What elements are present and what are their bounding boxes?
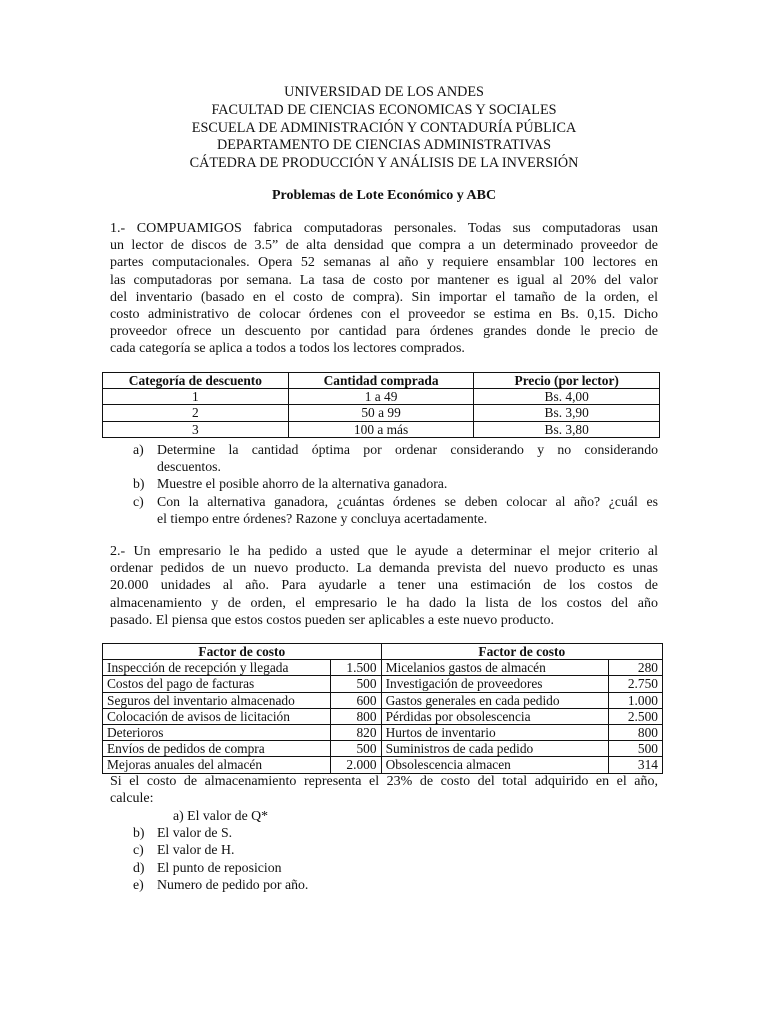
- problem1-questions: [133, 441, 658, 527]
- cost-factor-table: [102, 643, 663, 774]
- problem1-line: proveedor ofrece un descuento por cantidad para órdenes grandes donde le precio de: [110, 324, 658, 340]
- item-label: c): [133, 842, 144, 858]
- cost-value: 1.500: [330, 660, 381, 676]
- problem2-instruction-line: calcule:: [110, 791, 154, 807]
- item-text: el tiempo entre órdenes? Razone y concluya acertadamente.: [157, 510, 488, 526]
- table-header-row: [103, 644, 663, 660]
- item-text: El valor de H.: [157, 842, 235, 858]
- column-header: Precio (por lector): [474, 373, 660, 389]
- table-row: [103, 405, 660, 421]
- cost-value: 2.750: [609, 676, 663, 692]
- problem2-line: almacenamiento y de orden, el empresario le ha dado la lista de los costos del año: [110, 595, 658, 611]
- table-cell: 3: [103, 421, 289, 437]
- cost-label: Inspección de recepción y llegada: [103, 660, 331, 676]
- list-item: [133, 441, 658, 475]
- institution-header: [0, 84, 768, 173]
- table-cell: 2: [103, 405, 289, 421]
- problem2-line: pasado. El piensa que estos costos pueden ser aplicables a este nuevo producto.: [110, 612, 554, 628]
- cost-value: 314: [609, 757, 663, 773]
- cost-label: Deterioros: [103, 725, 331, 741]
- list-item: [133, 475, 658, 492]
- cost-label: Colocación de avisos de licitación: [103, 708, 331, 724]
- cost-value: 2.500: [609, 708, 663, 724]
- problem1-statement: [110, 220, 658, 358]
- table-row: [103, 741, 663, 757]
- item-label: c): [133, 493, 144, 509]
- cost-label: Seguros del inventario almacenado: [103, 692, 331, 708]
- item-text: Con la alternativa ganadora, ¿cuántas órdenes se deben colocar al año? ¿cuál es: [157, 493, 658, 509]
- list-item: [133, 859, 533, 876]
- cost-label: Gastos generales en cada pedido: [381, 692, 609, 708]
- table-row: [103, 660, 663, 676]
- table-row: [103, 725, 663, 741]
- header-university: UNIVERSIDAD DE LOS ANDES: [284, 84, 484, 100]
- cost-value: 1.000: [609, 692, 663, 708]
- item-label: e): [133, 876, 144, 892]
- problem1-line: cada categoría se aplica a todos a todos los lectores comprados.: [110, 341, 465, 357]
- item-label: a): [173, 808, 184, 823]
- cost-value: 800: [330, 708, 381, 724]
- cost-value: 820: [330, 725, 381, 741]
- discount-table: [102, 372, 660, 438]
- problem2-line: 20.000 unidades al año. Para ayudarle a tener una estimación de los costos de: [110, 578, 658, 594]
- cost-label: Envíos de pedidos de compra: [103, 741, 331, 757]
- problem2-line: 2.- Un empresario le ha pedido a usted que le ayude a determinar el mejor criterio al: [110, 544, 658, 559]
- column-header: Cantidad comprada: [288, 373, 474, 389]
- table-row: [103, 708, 663, 724]
- cost-value: 600: [330, 692, 381, 708]
- table-row: [103, 389, 660, 405]
- table-cell: Bs. 3,90: [474, 405, 660, 421]
- table-cell: 1: [103, 389, 289, 405]
- problem1-line: partes computacionales. Opera 52 semanas al año y requiere ensamblar 100 lectores en: [110, 255, 658, 271]
- table-cell: Bs. 4,00: [474, 389, 660, 405]
- table-row: [103, 757, 663, 773]
- header-chair: CÁTEDRA DE PRODUCCIÓN Y ANÁLISIS DE LA INVERSIÓN: [189, 155, 579, 172]
- item-text: Numero de pedido por año.: [157, 876, 309, 892]
- cost-label: Obsolescencia almacen: [381, 757, 609, 773]
- table-row: [103, 676, 663, 692]
- column-header: Factor de costo: [103, 644, 382, 660]
- list-item: [133, 824, 533, 841]
- document-title: Problemas de Lote Económico y ABC: [271, 188, 497, 203]
- list-item: [133, 493, 658, 527]
- problem2-questions: [133, 807, 533, 893]
- item-text: Determine la cantidad óptima por ordenar considerando y no considerando: [157, 442, 658, 457]
- header-school: ESCUELA DE ADMINISTRACIÓN Y CONTADURÍA PÚBLICA: [191, 119, 577, 136]
- header-department: DEPARTAMENTO DE CIENCIAS ADMINISTRATIVAS: [217, 137, 551, 154]
- item-label: b): [133, 476, 145, 492]
- cost-label: Hurtos de inventario: [381, 725, 609, 741]
- cost-label: Mejoras anuales del almacén: [103, 757, 331, 773]
- item-text: descuentos.: [157, 459, 221, 475]
- problem2-line: ordenar pedidos de un nuevo producto. La demanda prevista del nuevo producto es unas: [110, 561, 658, 577]
- item-label: b): [133, 825, 145, 841]
- problem1-line: las computadoras por semana. La tasa de costo por mantener es igual al 20% del valor: [110, 272, 658, 288]
- cost-value: 500: [330, 676, 381, 692]
- table-cell: 1 a 49: [288, 389, 474, 405]
- table-cell: 100 a más: [288, 421, 474, 437]
- cost-label: Pérdidas por obsolescencia: [381, 708, 609, 724]
- cost-label: Micelanios gastos de almacén: [381, 660, 609, 676]
- column-header: Factor de costo: [381, 644, 662, 660]
- problem1-line: costo administrativo de colocar órdenes con el proveedor se estima en Bs. 0,15. Dicho: [110, 307, 658, 323]
- header-faculty: FACULTAD DE CIENCIAS ECONOMICAS Y SOCIALES: [211, 101, 557, 118]
- item-text: El punto de reposicion: [157, 859, 282, 875]
- item-text: Muestre el posible ahorro de la alternativa ganadora.: [157, 476, 448, 492]
- cost-value: 800: [609, 725, 663, 741]
- table-header-row: [103, 373, 660, 389]
- item-text: El valor de S.: [157, 825, 233, 841]
- table-cell: Bs. 3,80: [474, 421, 660, 437]
- item-label: a): [133, 442, 144, 457]
- item-label: d): [133, 859, 145, 875]
- cost-value: 500: [609, 741, 663, 757]
- cost-value: 500: [330, 741, 381, 757]
- table-cell: 50 a 99: [288, 405, 474, 421]
- problem2-instruction: [110, 773, 658, 807]
- problem2-instruction-line: Si el costo de almacenamiento representa el 23% de costo del total adquirido en el año,: [110, 774, 658, 789]
- cost-value: 2.000: [330, 757, 381, 773]
- item-text: El valor de Q*: [187, 808, 269, 823]
- problem2-statement: [110, 543, 658, 629]
- problem1-line: 1.- COMPUAMIGOS fabrica computadoras personales. Todas sus computadoras usan: [110, 221, 658, 236]
- cost-label: Costos del pago de facturas: [103, 676, 331, 692]
- column-header: Categoría de descuento: [103, 373, 289, 389]
- cost-label: Suministros de cada pedido: [381, 741, 609, 757]
- cost-label: Investigación de proveedores: [381, 676, 609, 692]
- cost-value: 280: [609, 660, 663, 676]
- list-item: [133, 876, 533, 893]
- table-row: [103, 421, 660, 437]
- problem1-line: un lector de discos de 3.5” de alta densidad que compra a un determinado proveedor de: [110, 238, 658, 254]
- list-item: [133, 841, 533, 858]
- table-row: [103, 692, 663, 708]
- list-item: [133, 807, 533, 824]
- problem1-line: del inventario (basado en el costo de compra). Sin importar el tamaño de la orden, el: [110, 289, 658, 305]
